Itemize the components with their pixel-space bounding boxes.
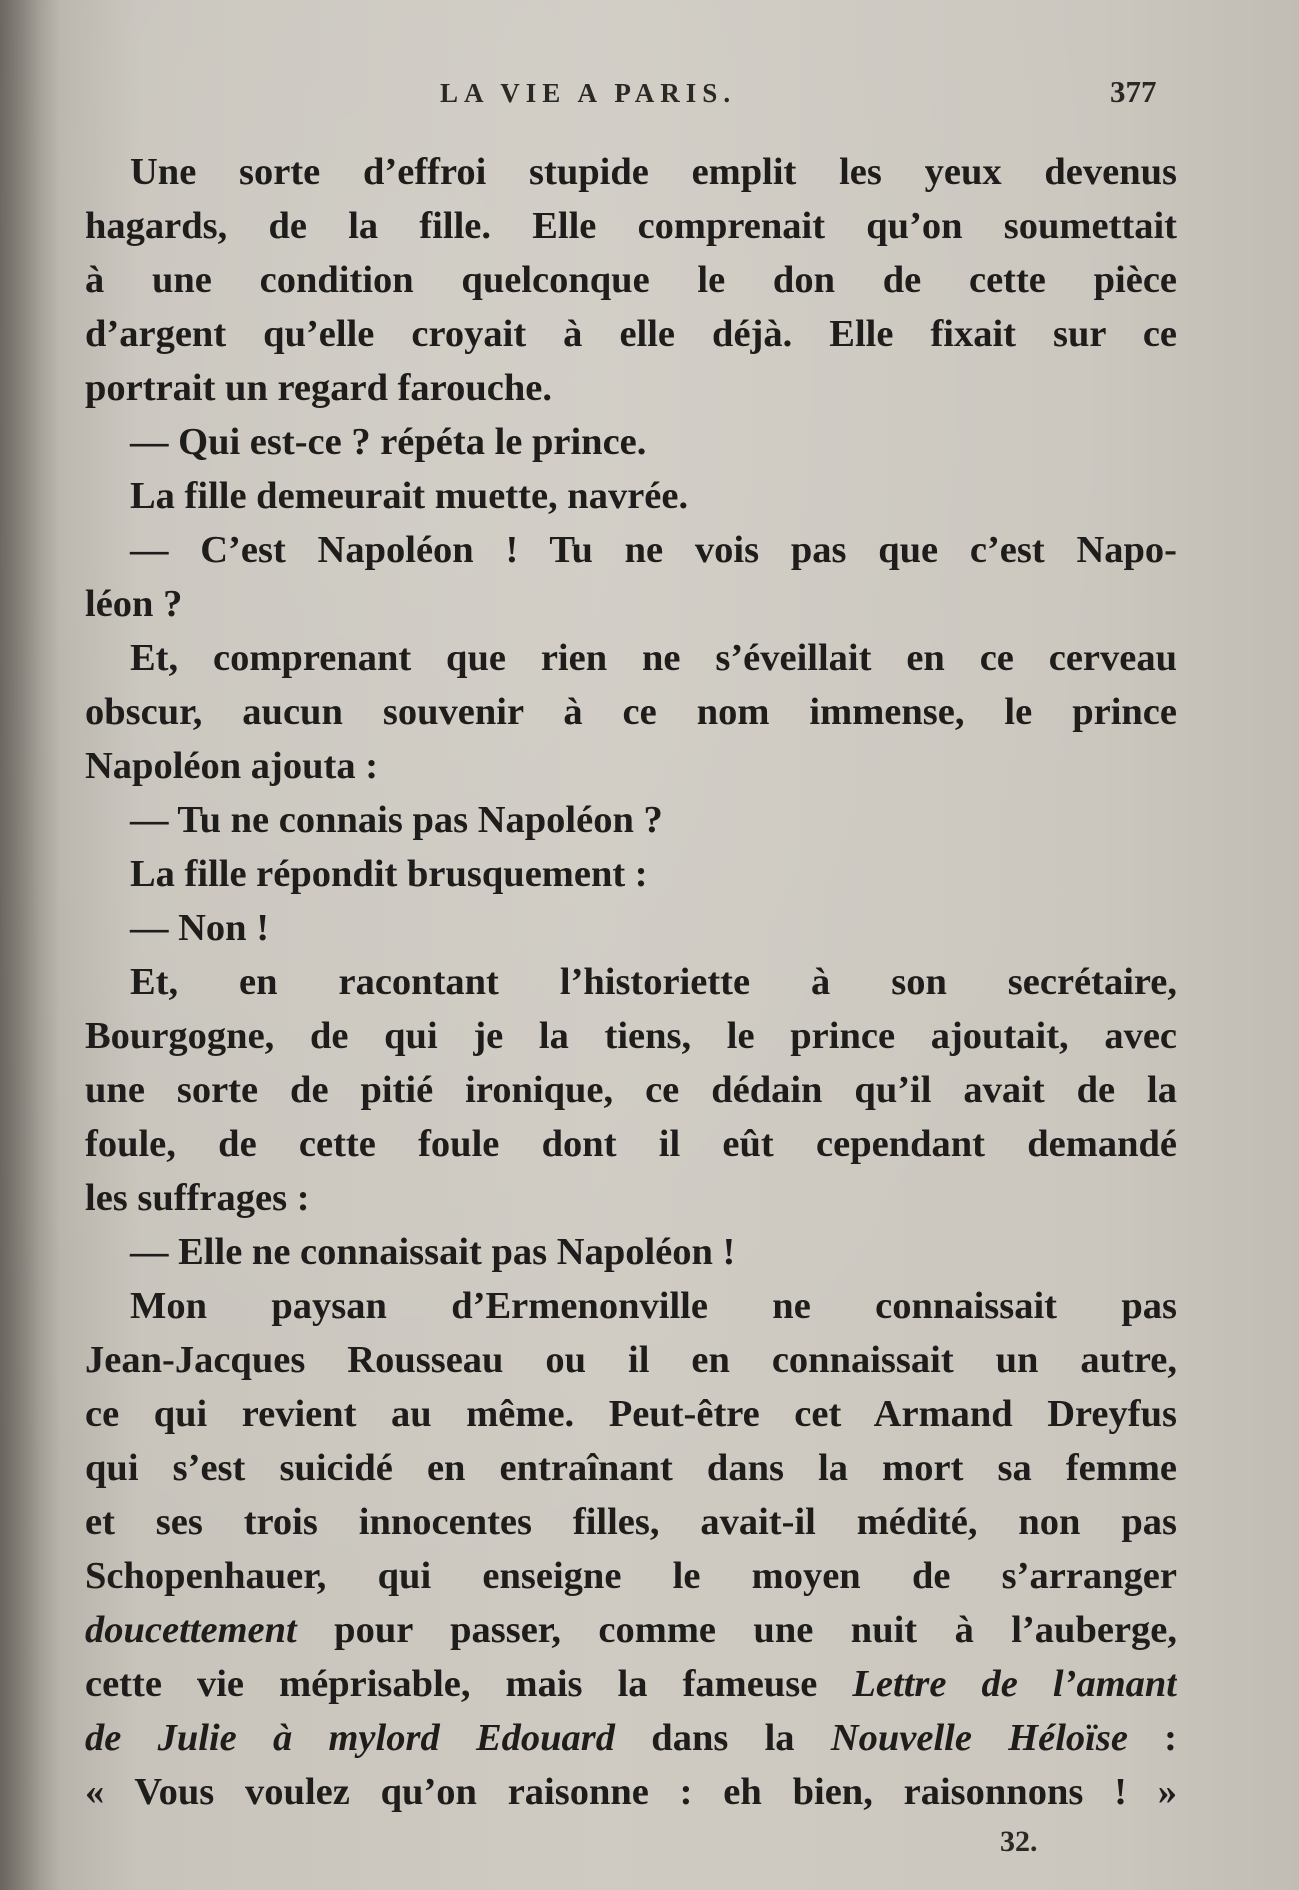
text-line: une sorte de pitié ironique, ce dédain qu’il avait de la: [85, 1069, 1177, 1111]
running-head: LA VIE A PARIS.: [440, 78, 737, 108]
text-line: — Non !: [130, 907, 270, 949]
text-line: La fille demeurait muette, navrée.: [130, 475, 689, 517]
text-line: les suffrages :: [85, 1177, 310, 1219]
text-line: ce qui revient au même. Peut-être cet Armand Dreyfus: [85, 1393, 1177, 1435]
text-line: qui s’est suicidé en entraînant dans la mort sa femme: [85, 1447, 1177, 1489]
text-line: [85, 1603, 1177, 1657]
text-line: Mon paysan d’Ermenonville ne connaissait pas: [130, 1285, 1177, 1327]
page-number: 377: [1110, 74, 1157, 109]
italic-text: Lettre de l’amant: [852, 1663, 1177, 1705]
text-line: d’argent qu’elle croyait à elle déjà. Elle fixait sur ce: [85, 313, 1177, 355]
text-line: La fille répondit brusquement :: [130, 853, 648, 895]
text-line: à une condition quelconque le don de cette pièce: [85, 259, 1177, 301]
text-line: portrait un regard farouche.: [85, 367, 552, 409]
text-line: Et, en racontant l’historiette à son secrétaire,: [130, 961, 1177, 1003]
text-line: Une sorte d’effroi stupide emplit les yeux devenus: [130, 151, 1177, 193]
text-line: Napoléon ajouta :: [85, 745, 379, 787]
text-line: Bourgogne, de qui je la tiens, le prince ajoutait, avec: [85, 1015, 1177, 1057]
text-line: — Tu ne connais pas Napoléon ?: [130, 799, 663, 841]
body-text: [85, 145, 1177, 1819]
text-line: — Elle ne connaissait pas Napoléon !: [130, 1231, 736, 1273]
text-line: Jean-Jacques Rousseau ou il en connaissait un autre,: [85, 1339, 1177, 1381]
italic-text: de Julie à mylord Edouard: [85, 1717, 616, 1759]
italic-text: doucettement: [85, 1609, 297, 1651]
spine-shadow: [0, 0, 60, 1890]
signature-mark: 32.: [1000, 1825, 1038, 1858]
text-span: pour passer, comme une nuit à l’auberge,: [296, 1609, 1177, 1651]
text-line: foule, de cette foule dont il eût cependant demandé: [85, 1123, 1177, 1165]
text-span: :: [1127, 1717, 1177, 1759]
text-line: et ses trois innocentes filles, avait-il médité, non pas: [85, 1501, 1177, 1543]
text-line: léon ?: [85, 583, 183, 625]
text-line: obscur, aucun souvenir à ce nom immense, le prince: [85, 691, 1177, 733]
text-span: dans la: [615, 1717, 831, 1759]
text-line: Schopenhauer, qui enseigne le moyen de s’arranger: [85, 1555, 1177, 1597]
text-line: hagards, de la fille. Elle comprenait qu’on soumettait: [85, 205, 1177, 247]
text-line: — Qui est-ce ? répéta le prince.: [130, 421, 647, 463]
text-line: [85, 1657, 1177, 1711]
italic-text: Nouvelle Héloïse: [830, 1717, 1128, 1759]
text-line: « Vous voulez qu’on raisonne : eh bien, raisonnons ! »: [85, 1771, 1177, 1813]
text-span: cette vie méprisable, mais la fameuse: [85, 1663, 853, 1705]
text-line: Et, comprenant que rien ne s’éveillait en ce cerveau: [130, 637, 1177, 679]
text-line: [85, 1711, 1177, 1765]
text-line: — C’est Napoléon ! Tu ne vois pas que c’est Napo-: [130, 529, 1177, 571]
